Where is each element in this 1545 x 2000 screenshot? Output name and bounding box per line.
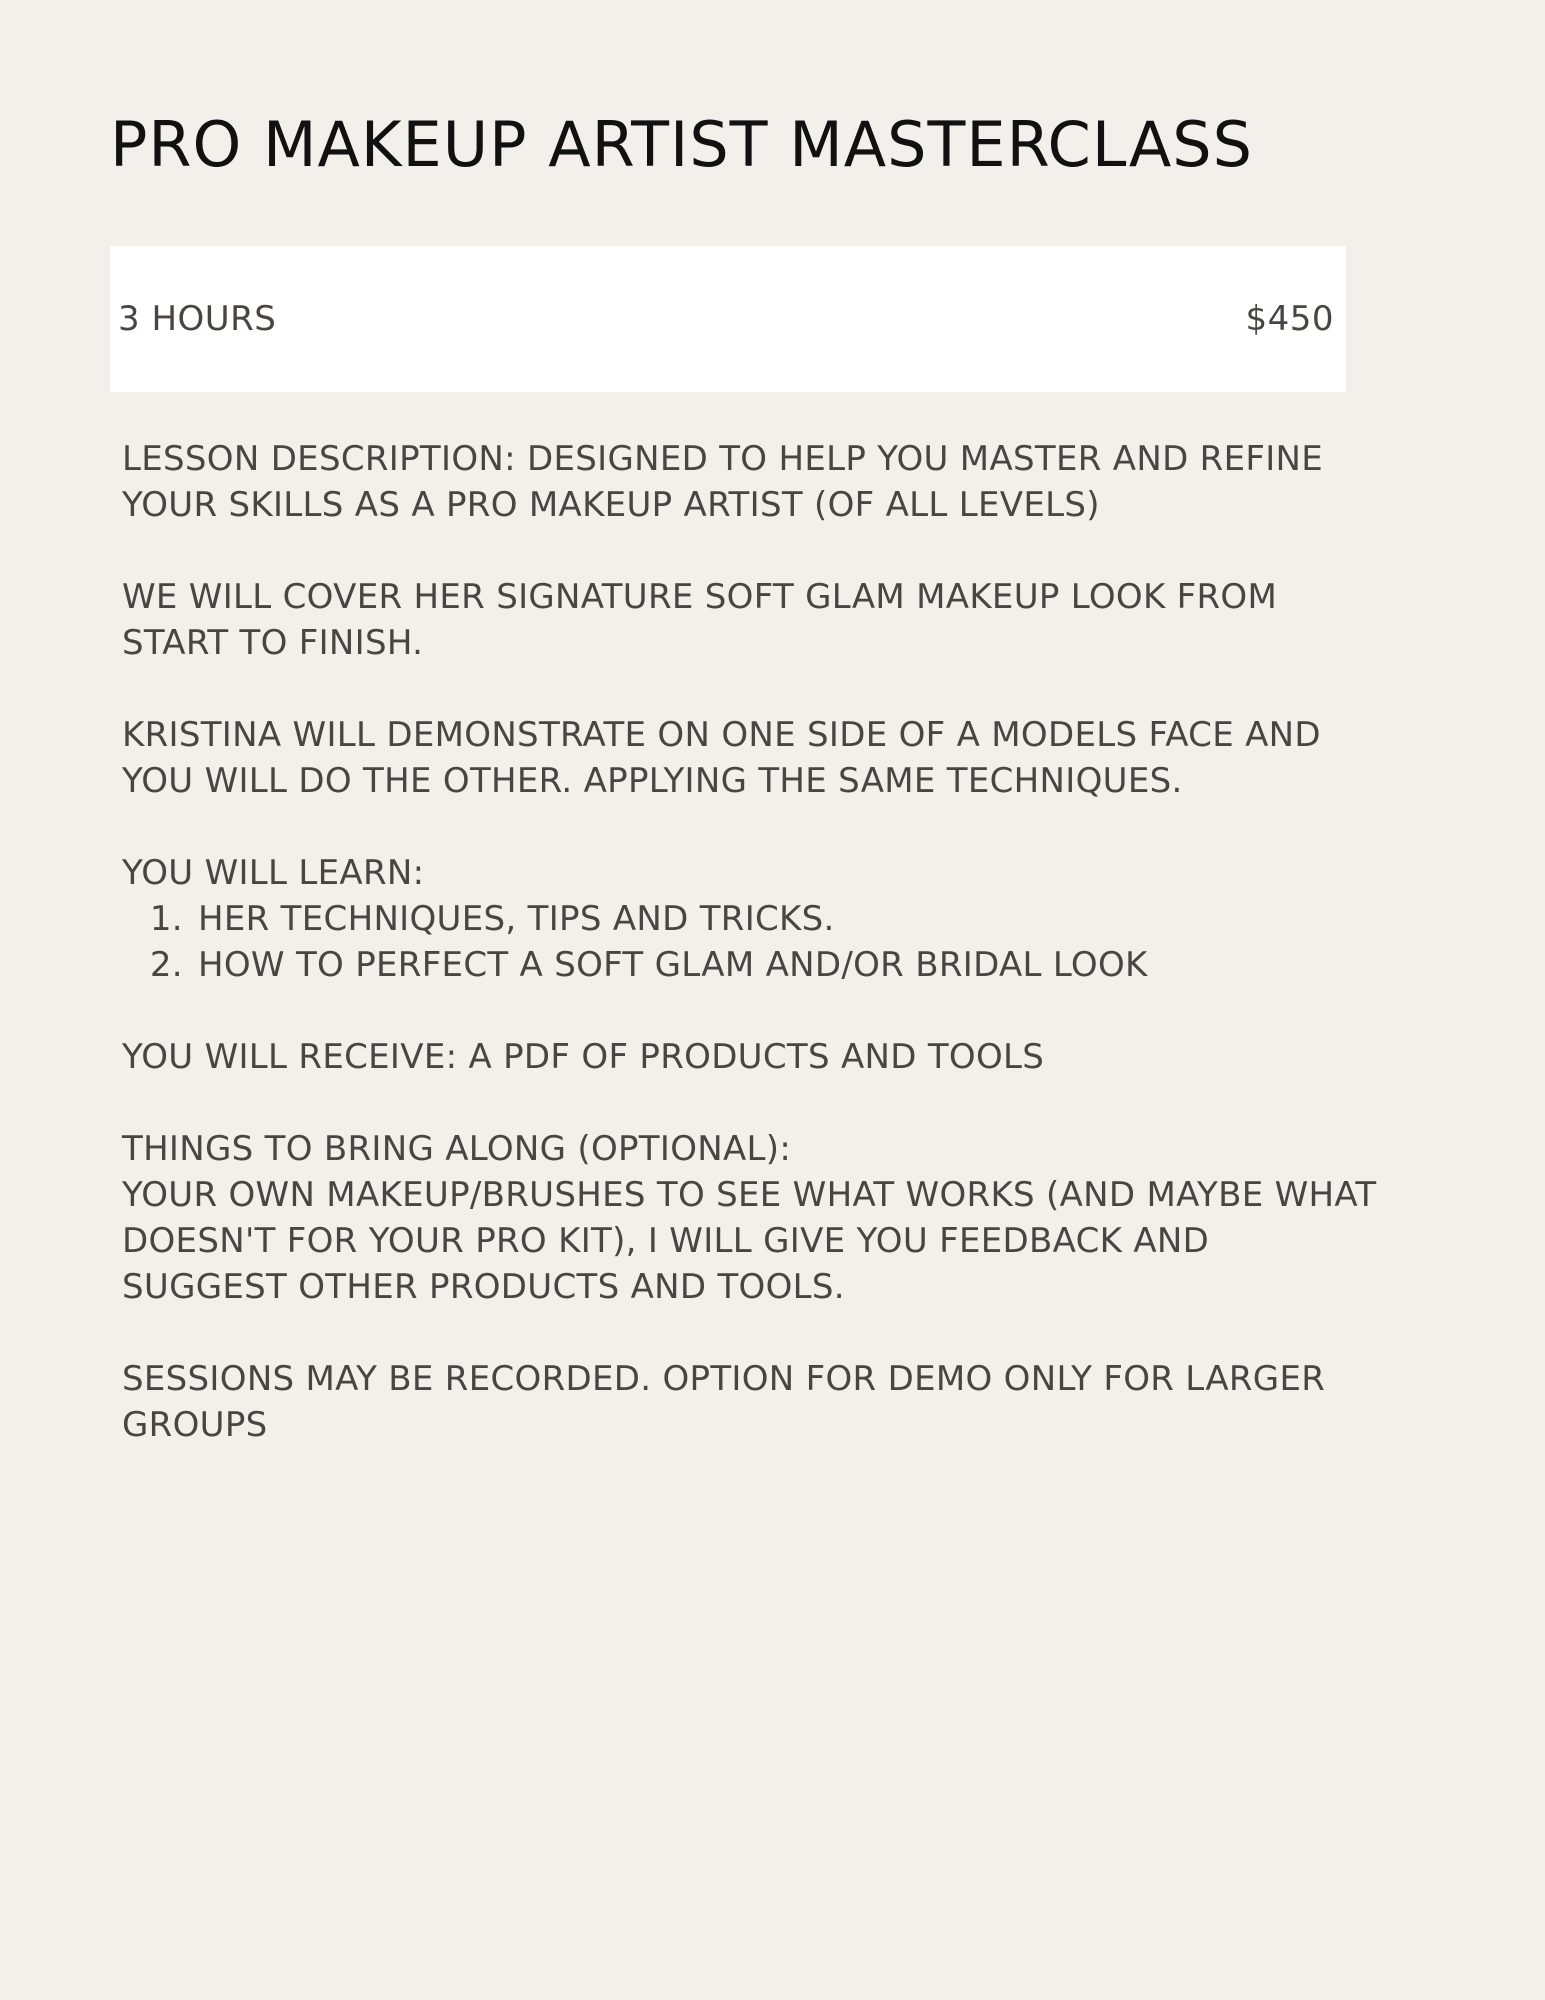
- learn-section: [122, 850, 1382, 988]
- learn-heading: YOU WILL LEARN:: [122, 853, 425, 893]
- page-title: PRO MAKEUP ARTIST MASTERCLASS: [110, 108, 1253, 181]
- list-item: 1. HER TECHNIQUES, TIPS AND TRICKS.: [194, 896, 1382, 942]
- lesson-details: [122, 436, 1382, 1494]
- demonstration-paragraph: KRISTINA WILL DEMONSTRATE ON ONE SIDE OF A MODELS FACE AND YOU WILL DO THE OTHER. APPLYING THE SAME TECHNIQUES.: [122, 715, 1321, 801]
- list-item: 2. HOW TO PERFECT A SOFT GLAM AND/OR BRIDAL LOOK: [194, 942, 1382, 988]
- sessions-paragraph: SESSIONS MAY BE RECORDED. OPTION FOR DEMO ONLY FOR LARGER GROUPS: [122, 1359, 1326, 1445]
- receive-paragraph: YOU WILL RECEIVE: A PDF OF PRODUCTS AND TOOLS: [122, 1037, 1045, 1077]
- duration-label: 3 HOURS: [118, 299, 277, 339]
- lesson-description: LESSON DESCRIPTION: DESIGNED TO HELP YOU MASTER AND REFINE YOUR SKILLS AS A PRO MAKEUP ARTIST (OF ALL LEVELS): [122, 439, 1324, 525]
- learn-list: [122, 896, 1382, 988]
- price-label: $450: [1245, 299, 1334, 339]
- bring-section: [122, 1126, 1382, 1310]
- bring-text: YOUR OWN MAKEUP/BRUSHES TO SEE WHAT WORKS (AND MAYBE WHAT DOESN'T FOR YOUR PRO KIT), I WILL GIVE YOU FEEDBACK AND SUGGEST OTHER PRODUCTS AND TOOLS.: [122, 1175, 1377, 1307]
- bring-heading: THINGS TO BRING ALONG (OPTIONAL):: [122, 1129, 792, 1169]
- coverage-paragraph: WE WILL COVER HER SIGNATURE SOFT GLAM MAKEUP LOOK FROM START TO FINISH.: [122, 577, 1278, 663]
- class-info-bar: [110, 246, 1346, 392]
